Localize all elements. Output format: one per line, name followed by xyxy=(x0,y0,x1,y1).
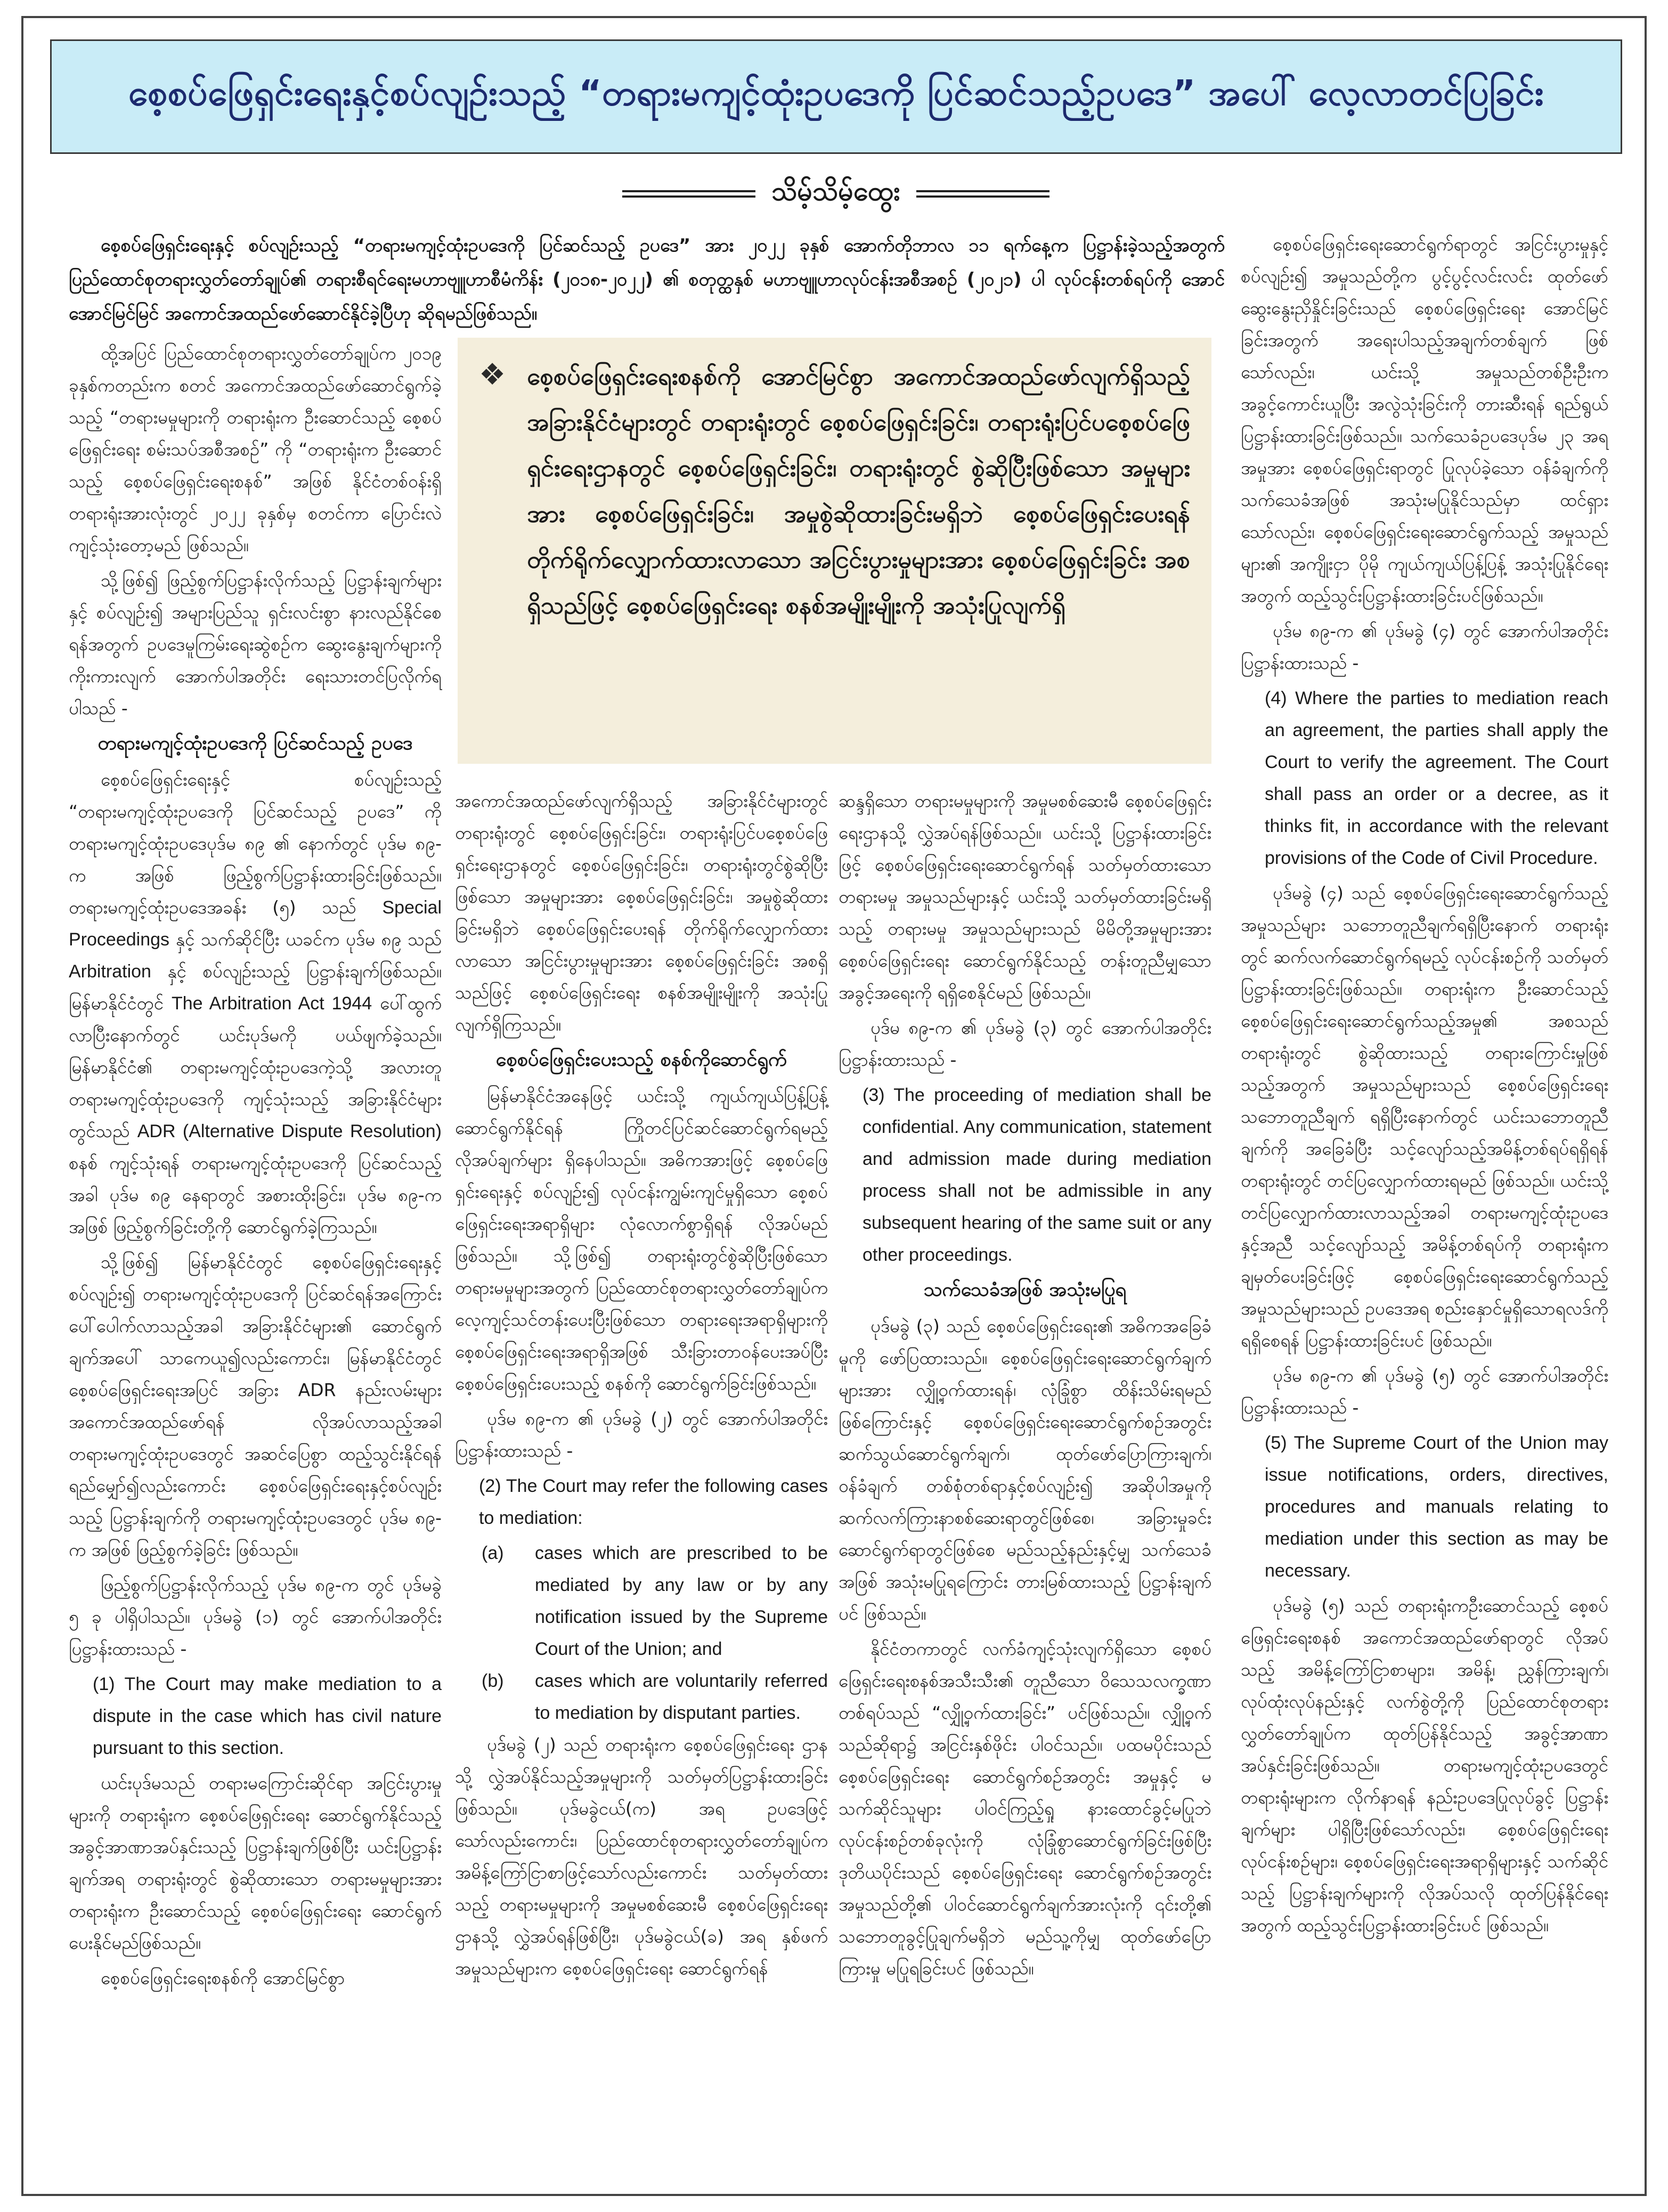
paragraph: ဆန္ဒရှိသော တရားမမှုများကို အမှုမစစ်ဆေးမီ စေ့စပ်ဖြေရှင်းရေးဌာနသို့ လွှဲအပ်ရန်ဖြစ်သည်။ ယင်းသို့ ပြဋ္ဌာန်းထားခြင်းဖြင့် စေ့စပ်ဖြေရှင်းရေးဆောင်ရွက်ရန် သတ်မှတ်ထားသော တရားမမှု အမှုသည်များနှင့် ယင်းသို့ သတ်မှတ်ထားခြင်းမရှိသည့် တရားမမှု အမှုသည်များသည် မိမိတို့အမှုများအား စေ့စပ်ဖြေရှင်းရေး ဆောင်ရွက်နိုင်သည့် တန်းတူညီမျှသော အခွင့်အရေးကို ရရှိစေနိုင်မည် ဖြစ်သည်။ xyxy=(839,790,1211,1003)
paragraph: ပုဒ်မခွဲ (၄) သည် စေ့စပ်ဖြေရှင်းရေးဆောင်ရွက်သည့်အမှုသည်များ သဘောတူညီချက်ရရှိပြီးနောက် တရားရုံးတွင် ဆက်လက်ဆောင်ရွက်ရမည့် လုပ်ငန်းစဉ်ကို သတ်မှတ်ပြဋ္ဌာန်းထားခြင်းဖြစ်သည်။ တရားရုံးက ဦးဆောင်သည့် စေ့စပ်ဖြေရှင်းရေးဆောင်ရွက်သည့်အမှု၏ အစသည် တရားရုံးတွင် စွဲဆိုထားသည့် တရားကြောင်းမှုဖြစ်သည့်အတွက် အမှုသည်များသည် စေ့စပ်ဖြေရှင်းရေးသဘောတူညီချက် ရရှိပြီးနောက်တွင် ယင်းသဘောတူညီချက်ကို အခြေခံပြီး သင့်လျော်သည့်အမိန့်တစ်ရပ်ရရှိရန် တရားရုံးတွင် တင်ပြလျှောက်ထားရမည် ဖြစ်သည်။ ယင်းသို့ တင်ပြလျှောက်ထားလာသည့်အခါ တရားမကျင့်ထုံးဥပဒေနှင့်အညီ သင့်လျော်သည့် အမိန့်တစ်ရပ်ကို တရားရုံးက ချမှတ်ပေးခြင်းဖြင့် စေ့စပ်ဖြေရှင်းရေးဆောင်ရွက်သည့် အမှုသည်များသည် ဥပဒေအရ စည်းနှောင်မှုရှိသောရလဒ်ကို ရရှိစေရန် ပြဋ္ဌာန်းထားခြင်းပင် ဖြစ်သည်။ xyxy=(1241,883,1608,1351)
paragraph: ဖြည့်စွက်ပြဋ္ဌာန်းလိုက်သည့် ပုဒ်မ ၈၉-က တွင် ပုဒ်မခွဲ ၅ ခု ပါရှိပါသည်။ ပုဒ်မခွဲ (၁) တွင် အောက်ပါအတိုင်း ပြဋ္ဌာန်းထားသည် - xyxy=(69,1574,442,1659)
english-clause: (3) The proceeding of mediation shall be confidential. Any communication, statement and admission made during mediation process shall not be admissible in any subsequent hearing of the same suit or any other proceedings. xyxy=(863,1085,1211,1265)
paragraph: ပုဒ်မ ၈၉-က ၏ ပုဒ်မခွဲ (၂) တွင် အောက်ပါအတိုင်း ပြဋ္ဌာန်းထားသည် - xyxy=(455,1408,828,1461)
english-term: ADR (Alternative Dispute Resolution) xyxy=(137,1121,442,1141)
paragraph: ယင်းပုဒ်မသည် တရားမကြောင်းဆိုင်ရာ အငြင်းပွားမှုများကို တရားရုံးက စေ့စပ်ဖြေရှင်းရေး ဆောင်ရွက်နိုင်သည့် အခွင့်အာဏာအပ်နှင်းသည့် ပြဋ္ဌာန်းချက်ဖြစ်ပြီး ယင်းပြဋ္ဌာန်းချက်အရ တရားရုံးတွင် စွဲဆိုထားသော တရားမမှုများအား တရားရုံးက ဦးဆောင်သည့် စေ့စပ်ဖြေရှင်းရေး ဆောင်ရွက်ပေးနိုင်မည်ဖြစ်သည်။ xyxy=(69,1773,442,1953)
paragraph: ပုဒ်မခွဲ (၂) သည် တရားရုံးက စေ့စပ်ဖြေရှင်းရေး ဌာနသို့ လွှဲအပ်နိုင်သည့်အမှုများကို သတ်မှတ်ပြဋ္ဌာန်းထားခြင်းဖြစ်သည်။ ပုဒ်မခွဲငယ်(က) အရ ဥပဒေဖြင့်သော်လည်းကောင်း၊ ပြည်ထောင်စုတရားလွှတ်တော်ချုပ်က အမိန့်ကြော်ငြာစာဖြင့်သော်လည်းကောင်း သတ်မှတ်ထားသည့် တရားမမှုများကို အမှုမစစ်ဆေးမီ စေ့စပ်ဖြေရှင်းရေးဌာနသို့ လွှဲအပ်ရန်ဖြစ်ပြီး၊ ပုဒ်မခွဲငယ်(ခ) အရ နှစ်ဖက်အမှုသည်များက စေ့စပ်ဖြေရှင်းရေး ဆောင်ရွက်ရန် xyxy=(455,1734,828,1979)
text-run: နှင့် သက်ဆိုင်ပြီး ယခင်က ပုဒ်မ ၈၉ သည် xyxy=(175,929,442,950)
paragraph: ထို့အပြင် ပြည်ထောင်စုတရားလွှတ်တော်ချုပ်က ၂၀၁၉ ခုနှစ်ကတည်းက စတင် အကောင်အထည်ဖော်ဆောင်ရွက်ခဲ့သည့် “တရားမမှုများကို တရားရုံးက ဦးဆောင်သည့် စေ့စပ်ဖြေရှင်းရေး စမ်းသပ်အစီအစဉ်” ကို “တရားရုံးက ဦးဆောင်သည့် စေ့စပ်ဖြေရှင်းရေးစနစ်” အဖြစ် နိုင်ငံတစ်ဝန်းရှိ တရားရုံးအားလုံးတွင် ၂၀၂၂ ခုနှစ်မှ စတင်ကာ ပြောင်းလဲကျင့်သုံးတော့မည် ဖြစ်သည်။ xyxy=(69,343,442,556)
article-headline: စေ့စပ်ဖြေရှင်းရေးနှင့်စပ်လျဉ်းသည့် “တရားမကျင့်ထုံးဥပဒေကို ပြင်ဆင်သည့်ဥပဒေ” အပေါ် လေ့လာတင်ပြခြင်း xyxy=(128,72,1544,113)
headline-banner xyxy=(50,39,1622,154)
column-2 xyxy=(455,785,828,1988)
byline-rule-left xyxy=(622,190,755,198)
newspaper-page xyxy=(21,16,1647,2196)
paragraph: ပုဒ်မ ၈၉-က ၏ ပုဒ်မခွဲ (၅) တွင် အောက်ပါအတိုင်း ပြဋ္ဌာန်းထားသည် - xyxy=(1241,1365,1608,1418)
paragraph: စေ့စပ်ဖြေရှင်းရေးစနစ်ကို အောင်မြင်စွာ xyxy=(101,1968,345,1988)
english-clause: (1) The Court may make mediation to a dispute in the case which has civil nature pursuant to this section. xyxy=(93,1674,442,1758)
lead-paragraph xyxy=(69,228,1225,331)
paragraph xyxy=(69,764,442,1243)
column-3 xyxy=(839,785,1211,1988)
byline xyxy=(503,173,1169,215)
column-4 xyxy=(1241,228,1608,1945)
clause-label: (a) xyxy=(482,1543,504,1563)
author-name: သိမ့်သိမ့်ထွေး xyxy=(771,175,900,207)
clause-text: cases which are voluntarily referred to mediation by disputant parties. xyxy=(535,1671,828,1723)
english-sub-clause xyxy=(455,1537,828,1665)
section-heading: စေ့စပ်ဖြေရှင်းပေးသည့် စနစ်ကိုဆောင်ရွက် xyxy=(495,1049,787,1071)
column-1 xyxy=(69,338,442,1997)
paragraph: ပုဒ်မ ၈၉-က ၏ ပုဒ်မခွဲ (၄) တွင် အောက်ပါအတိုင်း ပြဋ္ဌာန်းထားသည် - xyxy=(1241,621,1608,673)
paragraph: သို့ဖြစ်၍ မြန်မာနိုင်ငံတွင် စေ့စပ်ဖြေရှင်းရေးနှင့် စပ်လျဉ်း၍ တရားမကျင့်ထုံးဥပဒေကို ပြင်ဆင်ရန်အကြောင်း ပေါ်ပေါက်လာသည့်အခါ အခြားနိုင်ငံများ၏ ဆောင်ရွက်ချက်အပေါ် သာကေယူ၍လည်းကောင်း၊ မြန်မာနိုင်ငံတွင် စေ့စပ်ဖြေရှင်းရေးအပြင် အခြား ADR နည်းလမ်းများအကောင်အထည်ဖော်ရန် လိုအပ်လာသည့်အခါ တရားမကျင့်ထုံးဥပဒေတွင် အဆင်ပြေစွာ ထည့်သွင်းနိုင်ရန် ရည်မျှော်၍လည်းကောင်း စေ့စပ်ဖြေရှင်းရေးနှင့်စပ်လျဉ်းသည့် ပြဋ္ဌာန်းချက်ကို တရားမကျင့်ထုံးဥပဒေတွင် ပုဒ်မ ၈၉-က အဖြစ် ဖြည့်စွက်ခဲ့ခြင်း ဖြစ်သည်။ xyxy=(69,1252,442,1560)
paragraph: ပုဒ်မ ၈၉-က ၏ ပုဒ်မခွဲ (၃) တွင် အောက်ပါအတိုင်း ပြဋ္ဌာန်းထားသည် - xyxy=(839,1017,1211,1070)
text-run: စနစ် ကျင့်သုံးရန် တရားမကျင့်ထုံးဥပဒေကို ပြင်ဆင်သည့်အခါ ပုဒ်မ ၈၉ နေရာတွင် အစားထိုးခြင်း၊ ပုဒ်မ ၈၉-က အဖြစ် ဖြည့်စွက်ခြင်းတို့ကို ဆောင်ရွက်ခဲ့ကြသည်။ xyxy=(69,1153,442,1237)
clause-text: cases which are prescribed to be mediated by any law or by any notification issued by the Supreme Court of the Union; and xyxy=(535,1543,828,1659)
section-heading: သက်သေခံအဖြစ် အသုံးမပြုရ xyxy=(923,1279,1127,1301)
english-clause: (5) The Supreme Court of the Union may issue notifications, orders, directives, procedures and manuals relating to mediation under this section as may be necessary. xyxy=(1265,1433,1608,1581)
paragraph: သို့ဖြစ်၍ ဖြည့်စွက်ပြဋ္ဌာန်းလိုက်သည့် ပြဋ္ဌာန်းချက်များနှင့် စပ်လျဉ်း၍ အများပြည်သူ ရှင်းလင်းစွာ နားလည်နိုင်စေရန်အတွက် ဥပဒေမူကြမ်းရေးဆွဲစဉ်က ဆွေးနွေးချက်များကို ကိုးကားလျက် အောက်ပါအတိုင်း ရေးသားတင်ပြလိုက်ရပါသည် - xyxy=(69,570,442,719)
diamond-bullet-icon: ❖ xyxy=(479,357,506,392)
paragraph: ပုဒ်မခွဲ (၃) သည် စေ့စပ်ဖြေရှင်းရေး၏ အဓိကအခြေခံမူကို ဖော်ပြထားသည်။ စေ့စပ်ဖြေရှင်းရေးဆောင်ရွက်ချက်များအား လျှို့ဝှက်ထားရန်၊ လုံခြုံစွာ ထိန်းသိမ်းရမည်ဖြစ်ကြောင်းနှင့် စေ့စပ်ဖြေရှင်းရေးဆောင်ရွက်စဉ်အတွင်း ဆက်သွယ်ဆောင်ရွက်ချက်၊ ထုတ်ဖော်ပြောကြားချက်၊ ဝန်ခံချက် တစ်စုံတစ်ရာနှင့်စပ်လျဉ်း၍ အဆိုပါအမှုကို ဆက်လက်ကြားနာစစ်ဆေးရာတွင်ဖြစ်စေ၊ အခြားမှုခင်းဆောင်ရွက်ရာတွင်ဖြစ်စေ မည်သည့်နည်းနှင့်မျှ သက်သေခံအဖြစ် အသုံးမပြုရကြောင်း တားမြစ်ထားသည့် ပြဋ္ဌာန်းချက်ပင် ဖြစ်သည်။ xyxy=(839,1316,1211,1624)
text-run: ပေါ်ထွက်လာပြီးနောက်တွင် ယင်းပုဒ်မကို ပယ်ဖျက်ခဲ့သည်။ မြန်မာနိုင်ငံ၏ တရားမကျင့်ထုံးဥပဒေကဲ့သို့ အလားတူတရားမကျင့်ထုံးဥပဒေကို ကျင့်သုံးသည့် အခြားနိုင်ငံများတွင်သည် xyxy=(69,993,442,1141)
paragraph: နိုင်ငံတကာတွင် လက်ခံကျင့်သုံးလျက်ရှိသော စေ့စပ်ဖြေရှင်းရေးစနစ်အသီးသီး၏ တူညီသော ဝိသေသလက္ခဏာတစ်ရပ်သည် “လျှို့ဝှက်ထားခြင်း” ပင်ဖြစ်သည်။ လျှို့ဝှက်သည်ဆိုရာ၌ အငြင်းနှစ်ဖိုင်း ပါဝင်သည်။ ပထမပိုင်းသည် စေ့စပ်ဖြေရှင်းရေး ဆောင်ရွက်စဉ်အတွင်း အမှုနှင့် မသက်ဆိုင်သူများ ပါဝင်ကြည့်ရှု နားထောင်ခွင့်မပြုဘဲ လုပ်ငန်းစဉ်တစ်ခုလုံးကို လုံခြုံစွာဆောင်ရွက်ခြင်းဖြစ်ပြီး ဒုတိယပိုင်းသည် စေ့စပ်ဖြေရှင်းရေး ဆောင်ရွက်စဉ်အတွင်း အမှုသည်တို့၏ ပါဝင်ဆောင်ရွက်ချက်အားလုံးကို ၎င်းတို့၏ သဘောတူခွင့်ပြုချက်မရှိဘဲ မည်သူ့ကိုမျှ ထုတ်ဖော်ပြောကြားမှု မပြုရခြင်းပင် ဖြစ်သည်။ xyxy=(839,1638,1211,1979)
text-run: စေ့စပ်ဖြေရှင်းရေးနှင့် စပ်လျဉ်းသည့် “တရားမကျင့်ထုံးဥပဒေကို ပြင်ဆင်သည့် ဥပဒေ” ကို တရားမကျင့်ထုံးဥပဒေပုဒ်မ ၈၉ ၏ နောက်တွင် ပုဒ်မ ၈၉-က အဖြစ် ဖြည့်စွက်ပြဋ္ဌာန်းထားခြင်းဖြစ်သည်။ တရားမကျင့်ထုံးဥပဒေအခန်း (၅) သည် xyxy=(69,769,442,918)
pull-quote-text: စေ့စပ်ဖြေရှင်းရေးစနစ်ကို အောင်မြင်စွာ အကောင်အထည်ဖော်လျက်ရှိသည့် အခြားနိုင်ငံများတွင် တရားရုံးတွင် စေ့စပ်ဖြေရှင်းခြင်း၊ တရားရုံးပြင်ပစေ့စပ်ဖြေရှင်းရေးဌာနတွင် စေ့စပ်ဖြေရှင်းခြင်း၊ တရားရုံးတွင် စွဲဆိုပြီးဖြစ်သော အမှုများအား စေ့စပ်ဖြေရှင်းခြင်း၊ အမှုစွဲဆိုထားခြင်းမရှိဘဲ စေ့စပ်ဖြေရှင်းပေးရန် တိုက်ရိုက်လျှောက်ထားလာသော အငြင်းပွားမှုများအား စေ့စပ်ဖြေရှင်းခြင်း အစရှိသည်ဖြင့် စေ့စပ်ဖြေရှင်းရေး စနစ်အမျိုးမျိုးကို အသုံးပြုလျက်ရှိ xyxy=(527,362,1190,619)
english-clause: (2) The Court may refer the following cases to mediation: xyxy=(479,1476,828,1528)
clause-label: (b) xyxy=(482,1671,504,1691)
byline-rule-right xyxy=(916,190,1049,198)
paragraph: အကောင်အထည်ဖော်လျက်ရှိသည့် အခြားနိုင်ငံများတွင် တရားရုံးတွင် စေ့စပ်ဖြေရှင်းခြင်း၊ တရားရုံးပြင်ပစေ့စပ်ဖြေရှင်းရေးဌာနတွင် စေ့စပ်ဖြေရှင်းခြင်း၊ တရားရုံးတွင်စွဲဆိုပြီးဖြစ်သော အမှုများအား စေ့စပ်ဖြေရှင်းခြင်း၊ အမှုစွဲဆိုထားခြင်းမရှိဘဲ စေ့စပ်ဖြေရှင်းပေးရန် တိုက်ရိုက်လျှောက်ထားလာသော အငြင်းပွားမှုများအား စေ့စပ်ဖြေရှင်းခြင်း အစရှိသည်ဖြင့် စေ့စပ်ဖြေရှင်းရေး စနစ်အမျိုးမျိုးကို အသုံးပြုလျက်ရှိကြသည်။ xyxy=(455,790,828,1035)
english-term: The Arbitration Act 1944 xyxy=(171,993,372,1014)
paragraph: မြန်မာနိုင်ငံအနေဖြင့် ယင်းသို့ ကျယ်ကျယ်ပြန့်ပြန့် ဆောင်ရွက်နိုင်ရန် ကြိုတင်ပြင်ဆင်ဆောင်ရွက်ရမည့် လိုအပ်ချက်များ ရှိနေပါသည်။ အဓိကအားဖြင့် စေ့စပ်ဖြေရှင်းရေးနှင့် စပ်လျဉ်း၍ လုပ်ငန်းကျွမ်းကျင်မှုရှိသော စေ့စပ်ဖြေရှင်းရေးအရာရှိများ လုံလောက်စွာရှိရန် လိုအပ်မည်ဖြစ်သည်။ သို့ဖြစ်၍ တရားရုံးတွင်စွဲဆိုပြီးဖြစ်သော တရားမမှုများအတွက် ပြည်ထောင်စုတရားလွှတ်တော်ချုပ်က လေ့ကျင့်သင်တန်းပေးပြီးဖြစ်သော တရားရေးအရာရှိများကို စေ့စပ်ဖြေရှင်းရေးအရာရှိအဖြစ် သီးခြားတာဝန်ပေးအပ်ပြီး စေ့စပ်ဖြေရှင်းပေးသည့် စနစ်ကို ဆောင်ရွက်ခြင်းဖြစ်သည်။ xyxy=(455,1085,828,1394)
paragraph: စေ့စပ်ဖြေရှင်းရေးဆောင်ရွက်ရာတွင် အငြင်းပွားမှုနှင့် စပ်လျဉ်း၍ အမှုသည်တို့က ပွင့်ပွင့်လင်းလင်း ထုတ်ဖော်ဆွေးနွေးညှိနှိုင်းခြင်းသည် စေ့စပ်ဖြေရှင်းရေး အောင်မြင်ခြင်းအတွက် အရေးပါသည့်အချက်တစ်ချက် ဖြစ်သော်လည်း၊ ယင်းသို့ အမှုသည်တစ်ဦးဦးက အခွင့်ကောင်းယူပြီး အလွဲသုံးခြင်းကို တားဆီးရန် ရည်ရွယ်ပြဋ္ဌာန်းထားခြင်းဖြစ်သည်။ သက်သေခံဥပဒေပုဒ်မ ၂၃ အရ အမှုအား စေ့စပ်ဖြေရှင်းရာတွင် ပြုလုပ်ခဲ့သော ဝန်ခံချက်ကို သက်သေခံအဖြစ် အသုံးမပြုနိုင်သည်မှာ ထင်ရှားသော်လည်း၊ စေ့စပ်ဖြေရှင်းရေးဆောင်ရွက်သည့် အမှုသည်များ၏ အကျိုးငှာ ပိုမို ကျယ်ကျယ်ပြန့်ပြန့် အသုံးပြုနိုင်ရေးအတွက် ထည့်သွင်းပြဋ္ဌာန်းထားခြင်းပင်ဖြစ်သည်။ xyxy=(1241,234,1608,606)
paragraph: ပုဒ်မခွဲ (၅) သည် တရားရုံးကဦးဆောင်သည့် စေ့စပ်ဖြေရှင်းရေးစနစ် အကောင်အထည်ဖော်ရာတွင် လိုအပ်သည့် အမိန့်ကြော်ငြာစာများ၊ အမိန့်၊ ညွှန်ကြားချက်၊ လုပ်ထုံးလုပ်နည်းနှင့် လက်စွဲတို့ကို ပြည်ထောင်စုတရားလွှတ်တော်ချုပ်က ထုတ်ပြန်နိုင်သည့် အခွင့်အာဏာ အပ်နှင်းခြင်းဖြစ်သည်။ တရားမကျင့်ထုံးဥပဒေတွင် တရားရုံးများက လိုက်နာရန် နည်းဥပဒေပြုလုပ်ခွင့် ပြဋ္ဌာန်းချက်များ ပါရှိပြီးဖြစ်သော်လည်း၊ စေ့စပ်ဖြေရှင်းရေးလုပ်ငန်းစဉ်များ၊ စေ့စပ်ဖြေရှင်းရေးအရာရှိများနှင့် သက်ဆိုင်သည့် ပြဋ္ဌာန်းချက်များကို လိုအပ်သလို ထုတ်ပြန်နိုင်ရေးအတွက် ထည့်သွင်းပြဋ္ဌာန်းထားခြင်းပင် ဖြစ်သည်။ xyxy=(1241,1595,1608,1936)
english-term: Arbitration xyxy=(69,961,151,982)
lead-text: စေ့စပ်ဖြေရှင်းရေးနှင့် စပ်လျဉ်းသည့် “တရားမကျင့်ထုံးဥပဒေကို ပြင်ဆင်သည့် ဥပဒေ” အား ၂၀၂၂ ခုနှစ် အောက်တိုဘာလ ၁၁ ရက်နေ့က ပြဋ္ဌာန်းခဲ့သည့်အတွက် ပြည်ထောင်စုတရားလွှတ်တော်ချုပ်၏ တရားစီရင်ရေးမဟာဗျူဟာစီမံကိန်း (၂၀၁၈-၂၀၂၂) ၏ စတုတ္ထနှစ် မဟာဗျူဟာလုပ်ငန်းအစီအစဉ် (၂၀၂၁) ပါ လုပ်ငန်းတစ်ရပ်ကို အောင်အောင်မြင်မြင် အကောင်အထည်ဖော်ဆောင်နိုင်ခဲ့ပြီဟု ဆိုရမည်ဖြစ်သည်။ xyxy=(69,235,1225,324)
section-heading: တရားမကျင့်ထုံးဥပဒေကို ပြင်ဆင်သည့် ဥပဒေ xyxy=(97,732,413,754)
english-sub-clause xyxy=(455,1665,828,1729)
text-run: နှင့် စပ်လျဉ်းသည့် ပြဋ္ဌာန်းချက်ဖြစ်သည်။ မြန်မာနိုင်ငံတွင် xyxy=(69,961,442,1014)
english-term: Special Proceedings xyxy=(69,897,442,950)
pull-quote-box xyxy=(458,338,1211,764)
english-clause: (4) Where the parties to mediation reach an agreement, the parties shall apply the Court to verify the agreement. The Court shall pass an order or a decree, as it thinks fit, in accordance with the relevant provisions of the Code of Civil Procedure. xyxy=(1265,688,1608,868)
